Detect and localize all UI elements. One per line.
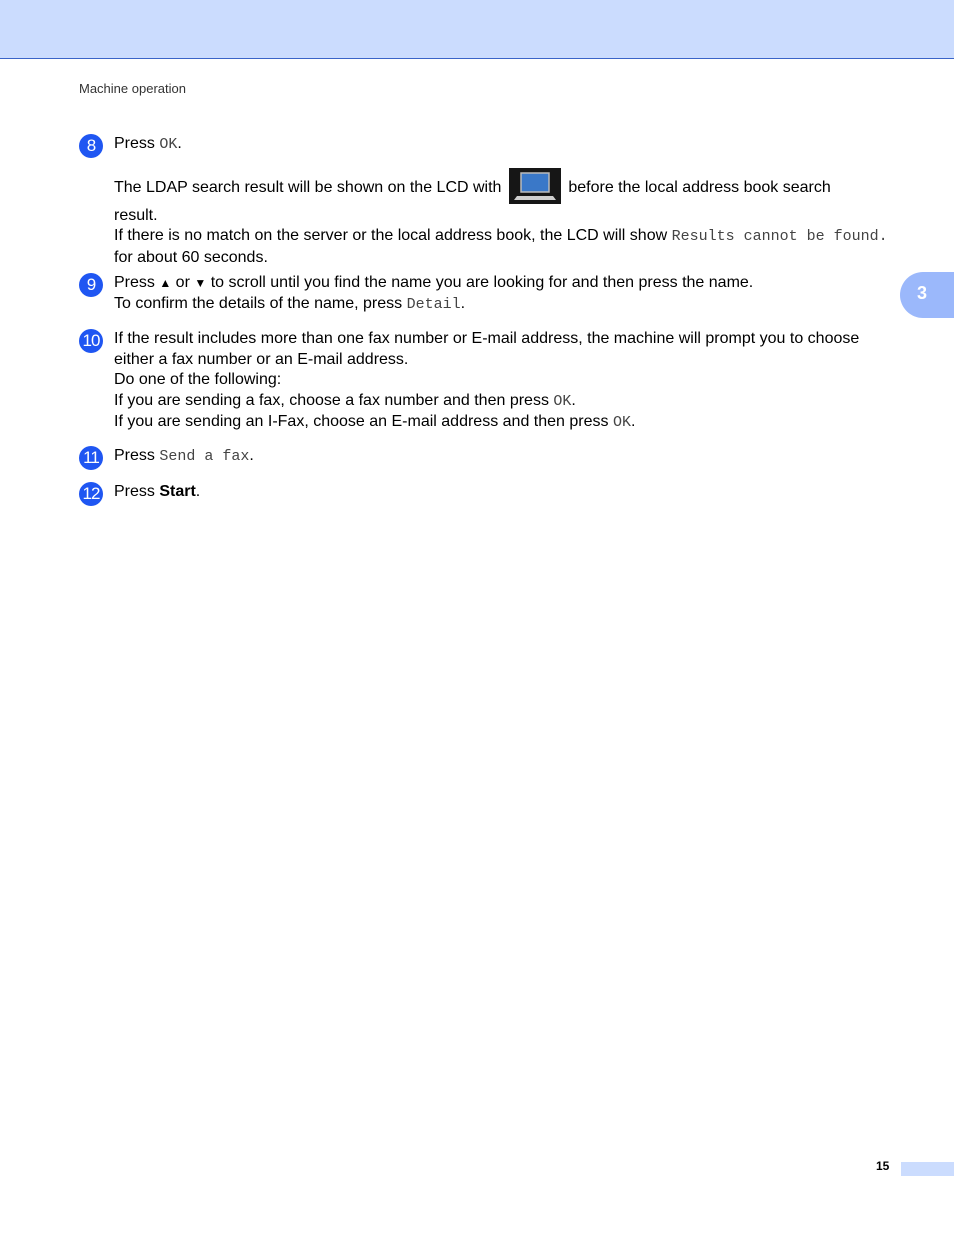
step-9-or: or — [171, 274, 195, 291]
step-8-text-5: If there is no match on the server or the local address book, the LCD will show — [114, 227, 672, 244]
step-12 — [79, 482, 899, 503]
chapter-tab — [900, 272, 954, 318]
step-number-12: 12 — [79, 482, 103, 506]
punctuation: . — [177, 135, 182, 152]
page-number: 15 — [876, 1159, 890, 1173]
step-10-text-3: If you are sending a fax, choose a fax number and then press — [114, 391, 554, 409]
running-header: Machine operation — [79, 81, 186, 96]
lcd-button-ok: OK — [553, 392, 572, 410]
step-10-text: If the result includes more than one fax number or E-mail address, the machine will prompt you to choose either a fax number or an E-mail address. — [114, 330, 860, 368]
step-8-text-6: for about 60 seconds. — [114, 248, 268, 266]
up-arrow-icon: ▲ — [159, 276, 172, 290]
step-10-text-4: If you are sending an I-Fax, choose an E-mail address and then press — [114, 413, 613, 430]
step-9-body — [114, 273, 899, 315]
step-11-body — [114, 446, 899, 468]
punctuation: . — [630, 413, 636, 430]
lcd-message-results: Results cannot be found. — [671, 228, 888, 245]
lcd-screen-icon — [509, 168, 561, 204]
step-8-text-3: before the local address book search — [568, 178, 831, 196]
down-arrow-icon: ▼ — [194, 276, 207, 290]
punctuation: . — [195, 483, 201, 500]
step-11-text: Press — [114, 447, 160, 464]
step-9 — [79, 273, 899, 315]
lcd-button-ok: OK — [612, 414, 631, 431]
step-10-text-2: Do one of the following: — [114, 371, 282, 388]
step-9-text-2: to scroll until you find the name you are looking for and then press the name. — [206, 274, 754, 291]
step-number-8: 8 — [79, 134, 103, 158]
step-number-10: 10 — [79, 329, 103, 353]
step-12-text: Press — [114, 483, 160, 500]
punctuation: . — [249, 447, 254, 464]
step-10-body — [114, 329, 899, 434]
step-8 — [79, 134, 899, 268]
lcd-button-detail: Detail — [406, 295, 461, 313]
step-8-text-2: The LDAP search result will be shown on the LCD with — [114, 178, 502, 196]
punctuation: . — [571, 391, 576, 409]
top-header-band — [0, 0, 954, 59]
lcd-button-ok: OK — [159, 136, 178, 153]
step-9-text-3: To confirm the details of the name, press — [114, 294, 407, 312]
step-11 — [79, 446, 899, 468]
lcd-button-send-a-fax: Send a fax — [159, 448, 250, 465]
chapter-tab-label: 3 — [917, 283, 928, 303]
step-8-text-4: result. — [114, 206, 158, 224]
step-number-9: 9 — [79, 273, 103, 297]
start-key-label: Start — [159, 483, 196, 500]
step-9-text: Press — [114, 274, 160, 291]
footer-bar — [901, 1162, 954, 1176]
step-8-body — [114, 134, 899, 268]
step-12-body — [114, 482, 899, 503]
step-8-text: Press — [114, 135, 160, 152]
step-number-11: 11 — [79, 446, 103, 470]
step-10 — [79, 329, 899, 434]
punctuation: . — [460, 294, 466, 312]
